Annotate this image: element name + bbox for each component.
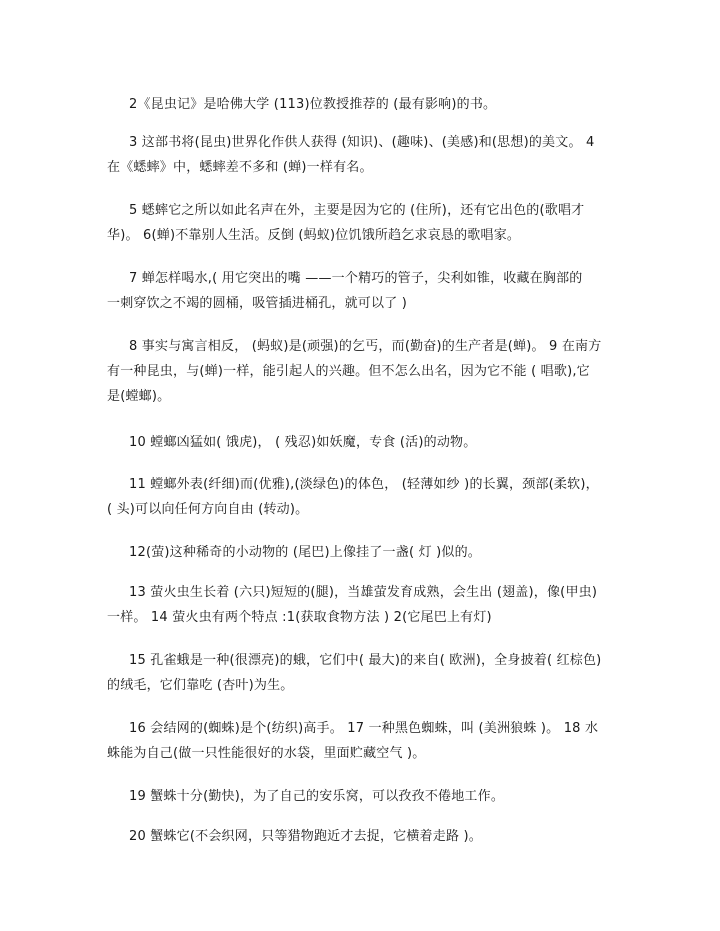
text-line: 3 这部书将(昆虫)世界化作供人获得 (知识)、(趣味)、(美感)和(思想)的美文。 4 — [129, 135, 595, 150]
text-line: 有一种昆虫，与(蝉)一样，能引起人的兴趣。但不怎么出名，因为它不能 ( 唱歌),它 — [107, 364, 590, 379]
text-line: 一刺穿饮之不竭的圆桶，吸管插进桶孔，就可以了 ) — [107, 296, 408, 311]
paragraph-9 — [107, 580, 615, 630]
paragraph-10 — [107, 648, 615, 698]
text-line: 13 萤火虫生长着 (六只)短短的(腿)，当雄萤发育成熟，会生出 (翅盖)，像(甲虫) — [129, 585, 598, 600]
text-line: 11 螳螂外表(纤细)而(优雅),(淡绿色)的体色， (轻薄如纱 )的长翼，颈部(柔软)， — [129, 477, 599, 492]
paragraph-8 — [107, 540, 615, 565]
paragraph-3 — [107, 198, 615, 248]
paragraph-4 — [107, 266, 615, 316]
text-line: 一样。 14 萤火虫有两个特点 :1(获取食物方法 ) 2(它尾巴上有灯) — [107, 610, 492, 625]
text-line: 8 事实与寓言相反， (蚂蚁)是(顽强)的乞丐，而(勤奋)的生产者是(蝉)。 9 在南方 — [129, 339, 602, 354]
text-line: 20 蟹蛛它(不会织网，只等猎物跑近才去捉，它横着走路 )。 — [129, 829, 482, 844]
text-line: 10 螳螂凶猛如( 饿虎)， ( 残忍)如妖魔，专食 (活)的动物。 — [129, 435, 477, 450]
text-line: 华)。 6(蝉)不靠别人生活。反倒 (蚂蚁)位饥饿所趋乞求哀恳的歌唱家。 — [107, 228, 521, 243]
text-line: 在《蟋蟀》中，蟋蟀差不多和 (蝉)一样有名。 — [107, 160, 373, 175]
text-line: ( 头)可以向任何方向自由 (转动)。 — [107, 502, 309, 517]
text-line: 的绒毛，它们靠吃 (杏叶)为生。 — [107, 678, 294, 693]
text-line: 15 孔雀蛾是一种(很漂亮)的蛾，它们中( 最大)的来自( 欧洲)，全身披着( 红棕色) — [129, 653, 602, 668]
text-line: 蛛能为自己(做一只性能很好的水袋，里面贮藏空气 )。 — [107, 746, 426, 761]
paragraph-11 — [107, 716, 615, 766]
paragraph-6 — [107, 430, 615, 455]
text-line: 5 蟋蟀它之所以如此名声在外，主要是因为它的 (住所)，还有它出色的(歌唱才 — [129, 203, 585, 218]
paragraph-13 — [107, 824, 615, 849]
paragraph-7 — [107, 472, 615, 522]
paragraph-1 — [107, 92, 615, 117]
text-line: 是(螳螂)。 — [107, 389, 171, 404]
text-line: 16 会结网的(蜘蛛)是个(纺织)高手。 17 一种黑色蜘蛛，叫 (美洲狼蛛 )。 18 水 — [129, 721, 599, 736]
paragraph-12 — [107, 784, 615, 809]
paragraph-5 — [107, 334, 615, 409]
paragraph-2 — [107, 130, 615, 180]
text-line: 19 蟹蛛十分(勤快)，为了自己的安乐窝，可以孜孜不倦地工作。 — [129, 789, 505, 804]
text-line: 12(萤)这种稀奇的小动物的 (尾巴)上像挂了一盏( 灯 )似的。 — [129, 545, 481, 560]
text-line: 7 蝉怎样喝水,( 用它突出的嘴 ——一个精巧的管子，尖利如锥，收藏在胸部的 — [129, 271, 583, 286]
text-line: 2《昆虫记》是哈佛大学 (113)位教授推荐的 (最有影响)的书。 — [129, 97, 497, 112]
